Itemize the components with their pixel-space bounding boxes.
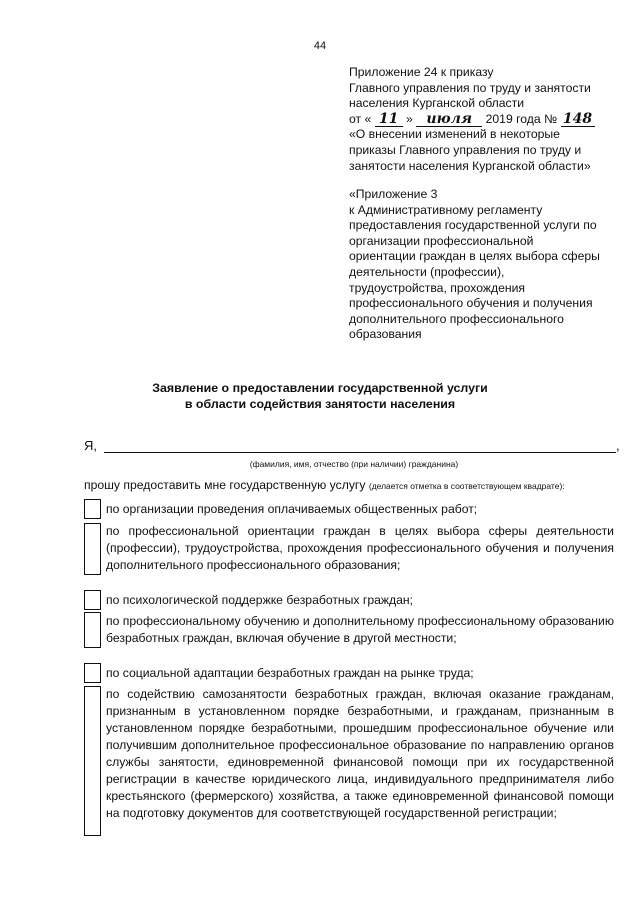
document-title-line: в области содействия занятости населения	[184, 397, 456, 411]
option-text: по содействию самозанятости безработных граждан, включая оказание гражданам, признанным в установленном порядке безработными, и гражданам, признанным в установленном порядке безработными, прошедшим профессиональное обучение или получившим дополнительное профессиональное образование по направлению органов службы занятости, единовременной финансовой помощи при их государственной регистрации в качестве юридического лица, индивидуального предпринимателя либо крестьянского (фермерского) хозяйства, а также единовременной финансовой помощи на подготовку документов для соответствующей государственной регистрации;	[106, 687, 614, 820]
annex-line: деятельности (профессии),	[349, 264, 505, 279]
annex-line: трудоустройства, прохождения	[349, 280, 526, 295]
order-header-line: занятости населения Курганской области»	[349, 158, 591, 173]
annex-line: предоставления государственной услуги по	[349, 218, 597, 233]
order-date-quote: »	[406, 111, 413, 126]
order-header-line: населения Курганской области	[349, 96, 525, 111]
request-hint: (делается отметка в соответствующем квадрате):	[368, 481, 565, 491]
order-header-line: Приложение 24 к приказу	[349, 65, 494, 79]
request-line	[84, 478, 624, 492]
option-checkbox[interactable]	[84, 590, 101, 610]
order-header-line: Главного управления по труду и занятости	[349, 80, 591, 95]
page-number: 44	[313, 40, 327, 52]
order-header-line: приказы Главного управления по труду и	[349, 142, 582, 157]
order-year: 2019 года №	[485, 111, 558, 126]
applicant-label: Я,	[84, 438, 97, 453]
service-option	[84, 686, 614, 836]
handwritten-order-number: 148	[561, 113, 595, 127]
document-title-line: Заявление о предоставлении государственной услуги	[152, 381, 488, 395]
order-date-line	[349, 112, 619, 128]
option-checkbox[interactable]	[84, 663, 101, 683]
option-text: по социальной адаптации безработных граждан на рынке труда;	[106, 666, 474, 680]
service-option	[84, 499, 614, 519]
handwritten-day: 11	[375, 113, 403, 127]
service-option	[84, 612, 614, 648]
service-option	[84, 590, 614, 610]
annex-line: организации профессиональной	[349, 233, 534, 248]
annex-line: ориентации граждан в целях выбора сферы	[349, 249, 600, 264]
annex-line: к Административному регламенту	[349, 202, 543, 217]
order-date-prefix: от «	[349, 111, 372, 126]
annex-header	[349, 187, 611, 343]
service-option	[84, 523, 614, 575]
applicant-comma: ,	[616, 438, 620, 453]
applicant-name-field[interactable]	[104, 452, 616, 453]
annex-line: дополнительного профессионального	[349, 311, 564, 326]
document-title	[0, 380, 640, 412]
annex-line: «Приложение 3	[349, 187, 438, 201]
option-checkbox[interactable]	[84, 612, 101, 648]
applicant-row	[84, 438, 624, 454]
annex-line: образования	[349, 327, 422, 342]
order-header-line: «О внесении изменений в некоторые	[349, 127, 560, 142]
option-text: по организации проведения оплачиваемых общественных работ;	[106, 502, 478, 516]
handwritten-month: июля	[416, 113, 482, 127]
annex-line: профессионального обучения и получения	[349, 296, 593, 311]
request-text: прошу предоставить мне государственную услугу	[84, 478, 366, 492]
option-checkbox[interactable]	[84, 523, 101, 575]
option-checkbox[interactable]	[84, 499, 101, 519]
option-checkbox[interactable]	[84, 686, 101, 836]
applicant-hint: (фамилия, имя, отчество (при наличии) гражданина)	[249, 459, 459, 469]
service-option	[84, 663, 614, 683]
order-header	[349, 65, 619, 174]
option-text: по профессиональному обучению и дополнительному профессиональному образованию безработных граждан, включая обучение в другой местности;	[106, 614, 614, 645]
option-text: по психологической поддержке безработных граждан;	[106, 593, 414, 607]
option-text: по профессиональной ориентации граждан в целях выбора сферы деятельности (профессии), трудоустройства, прохождения профессионального обучения и получения дополнительного профессионального образования;	[106, 524, 614, 572]
